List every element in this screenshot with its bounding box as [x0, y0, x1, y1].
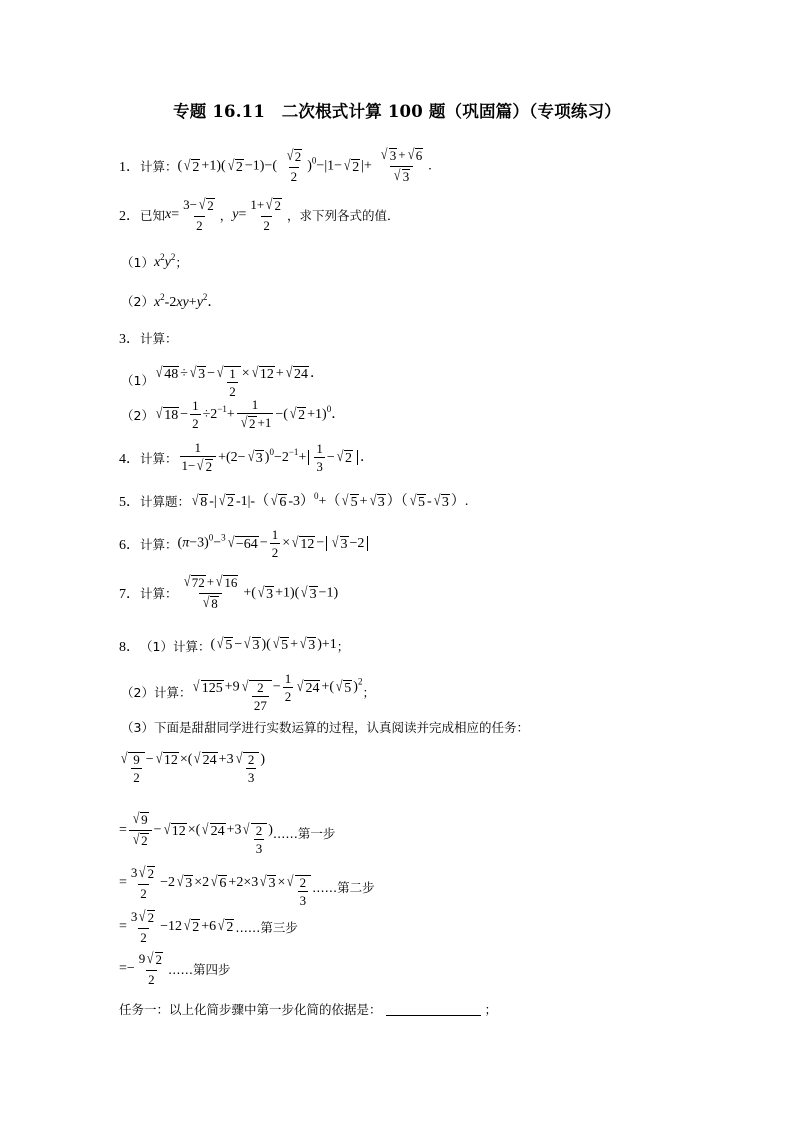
question-3: 3． 计算：: [119, 331, 178, 347]
question-8: 8． （1）计算： ( √ 5 − √ 3 )( √ 5 + √ 3 )+1 ；: [119, 636, 350, 655]
step-2: = 3 √ 2 2 −2 √ 3 ×2 √ 6 +2×3 √ 3 × √ $\frac{2}{3}$ ……第二步: [119, 865, 375, 909]
question-3-part-2: （2） √ 18 − $\frac{1}{2}$ $\div 2^{-1}+$ 1 √ 2 +1 −( √ 2 +1)$^0$．: [121, 397, 346, 432]
question-4: 4． 计算： 1 1− √ 2 +(2− √ 3 )$^0-2^{-1}+$ $\frac{1}{3}$ − √ 2 ．: [119, 440, 374, 475]
step-1: = √ 9 √ 2 − √ 12 ×( √ 24 +3 √ $\frac{2}{3}$ ) ……第一步: [119, 811, 336, 856]
answer-blank[interactable]: [386, 1003, 481, 1016]
question-2-part-2: （2） $x^2-2xy+y^2$．: [121, 292, 222, 310]
question-2-part-1: （1） $x^2y^2$ ；: [121, 252, 188, 270]
step-4: =− 9 √ 2 2 ……第四步: [119, 951, 231, 987]
q2-formula: x= 3− √ 2 2: [165, 197, 214, 233]
task-1: 任务一：以上化简步骤中第一步化简的依据是： ；: [119, 1002, 498, 1017]
question-5: 5． 计算题： √ 8 -| √ 2 -1|-（ √ 6 -3）$^0$+（ √ 5 + √ 3 ）（ √ 5 - √ 3 ）.: [119, 491, 469, 510]
question-3-part-1: （1） √ 48 ÷ √ 3 − √ $\frac{1}{2}$ × √ 12 + √ 24 ．: [121, 365, 325, 399]
question-1: 1． 计算： ( √ 2 +1)( √ 2 −1)−( √ 2 2 )$^0$−|1− √ 2 |+ √ 3 + √ 6 √ 3 .: [119, 147, 432, 185]
question-8-part-2: （2）计算： √ 125 +9 √ $\frac{2}{27}$ − $\frac{1}{2}$ √ 24 +( √ 5 )$^2$ ；: [121, 671, 375, 713]
question-6: 6． 计算： $(\pi-3)^0-^3$ √ −64 − $\frac{1}{2}$ × √ 12 − √ 3 −2: [119, 528, 370, 559]
question-2: 2． 已知 x= 3− √ 2 2 ， y= 1+ √ 2 2 ，求下列各式的值．: [119, 197, 400, 233]
question-8-part-3: （3）下面是甜甜同学进行实数运算的过程，认真阅读并完成相应的任务：: [121, 720, 529, 735]
step-0: √ $\frac{9}{2}$ − √ 12 ×( √ 24 +3 √ $\frac{2}{3}$ ): [120, 751, 265, 785]
question-7: 7． 计算： √ 72 + √ 16 √ 8 +( √ 3 +1)( √ 3 −1): [119, 574, 339, 611]
page-title: 专题 16.11 二次根式计算 100 题（巩固篇）（专项练习）: [173, 102, 621, 121]
step-3: = 3 √ 2 2 −12 √ 2 +6 √ 2 ……第三步: [119, 909, 298, 945]
q1-formula: ( √ 2 +1)( √ 2 −1)−( √ 2 2 )$^0$−|1− √ 2 |+ √ 3 + √ 6 √ 3 .: [177, 147, 432, 185]
